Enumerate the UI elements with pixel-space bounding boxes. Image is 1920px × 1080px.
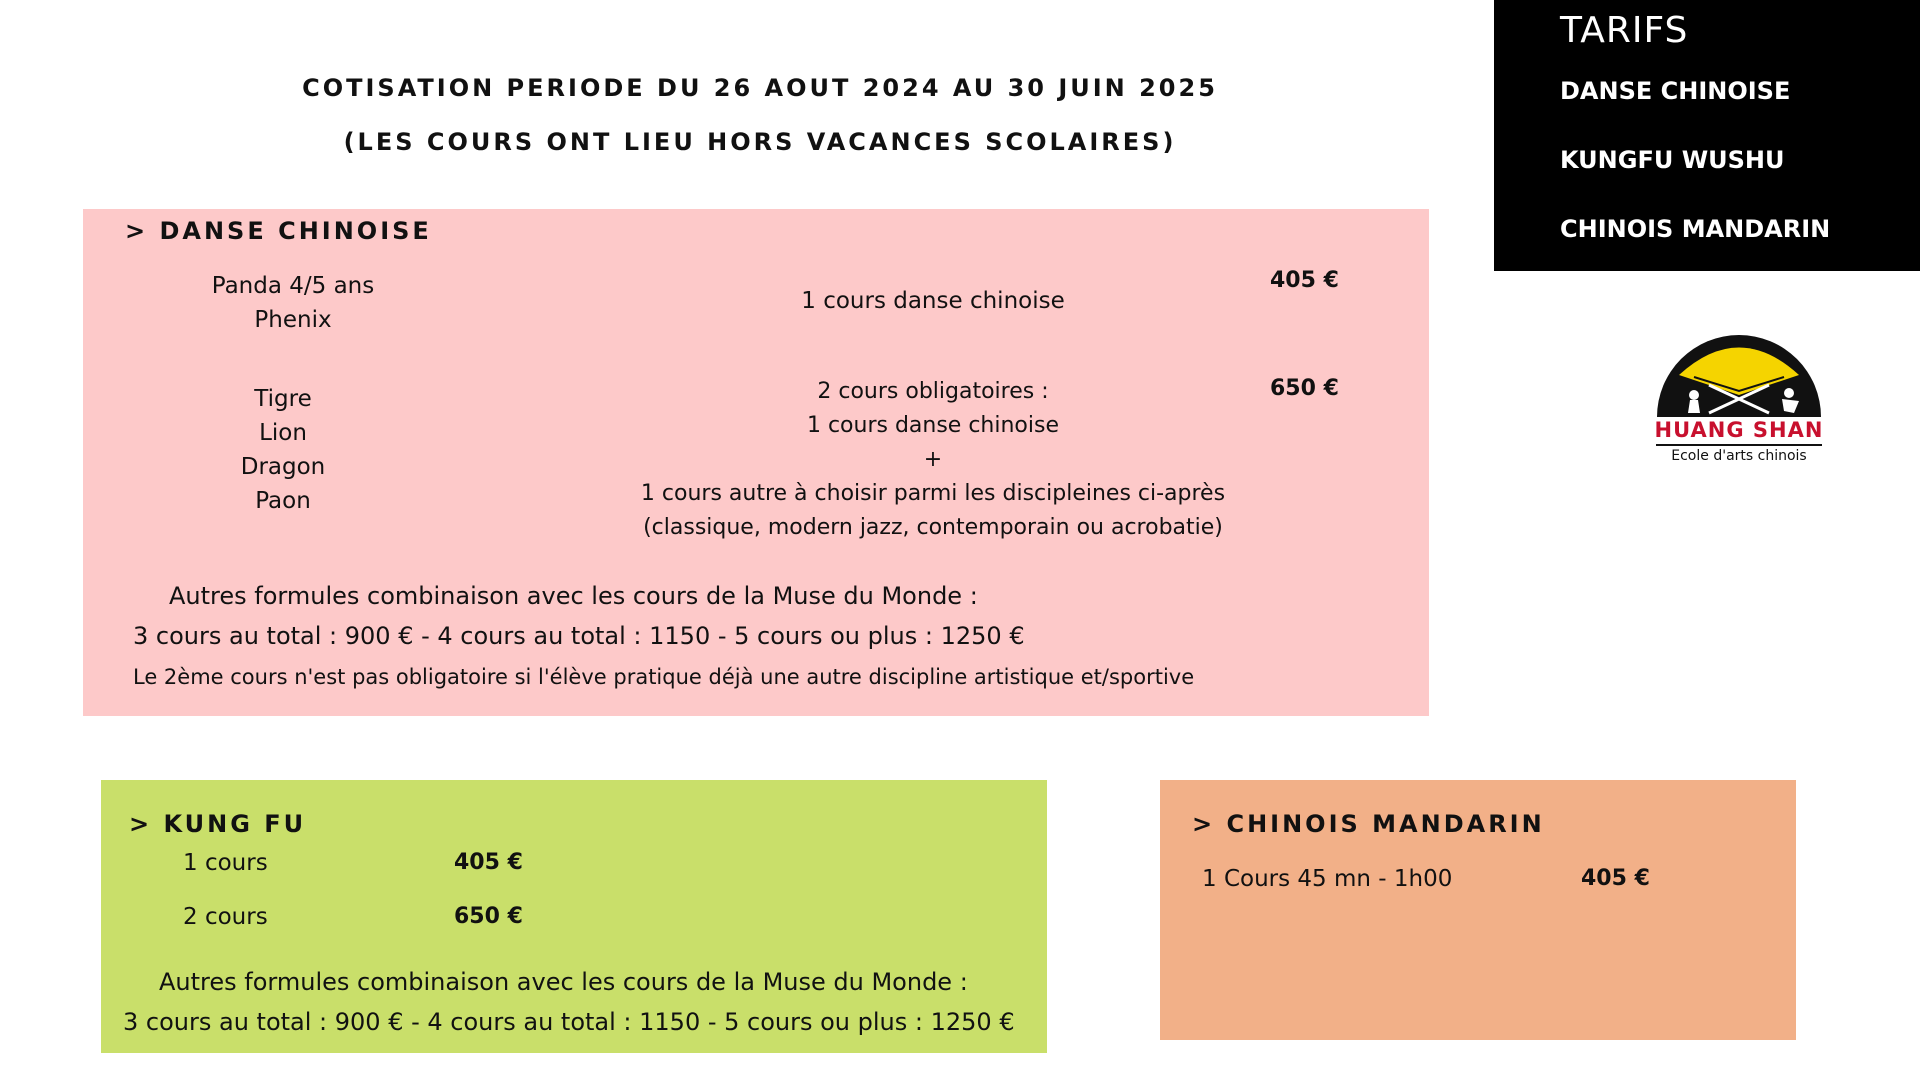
chinois-mandarin-panel: [1160, 780, 1796, 1040]
danse-section-title: > DANSE CHINOISE: [125, 217, 432, 245]
danse-row2-desc-line: 2 cours obligatoires :: [817, 379, 1049, 404]
danse-row1-names: [193, 269, 393, 337]
logo-name: HUANG SHAN: [1654, 418, 1824, 442]
mandarin-row1-price: 405 €: [1581, 866, 1650, 891]
danse-row2-name: Lion: [259, 420, 307, 446]
danse-row2-names: [203, 382, 363, 518]
huang-shan-logo: [1654, 325, 1824, 470]
kungfu-row1-label: 1 cours: [183, 850, 268, 876]
nav-item-danse-chinoise[interactable]: DANSE CHINOISE: [1560, 77, 1791, 105]
mandarin-section-title: > CHINOIS MANDARIN: [1192, 810, 1545, 838]
danse-row1-name: Panda 4/5 ans: [211, 273, 375, 299]
danse-row1-desc-line: 1 cours danse chinoise: [801, 288, 1065, 314]
kungfu-note-combinations: Autres formules combinaison avec les cours de la Muse du Monde :: [159, 968, 968, 996]
kungfu-row1-price: 405 €: [454, 850, 523, 875]
header-note: (LES COURS ONT LIEU HORS VACANCES SCOLAIRES): [343, 128, 1177, 156]
nav-item-chinois-mandarin[interactable]: CHINOIS MANDARIN: [1560, 215, 1831, 243]
logo-subtitle: Ecole d'arts chinois: [1671, 448, 1807, 464]
kung-fu-panel: [101, 780, 1047, 1053]
nav-title: TARIFS: [1560, 10, 1689, 51]
danse-row2-desc-line: 1 cours autre à choisir parmi les discipleines ci-après: [640, 481, 1226, 506]
danse-row2-desc-line: +: [923, 447, 943, 472]
danse-note-prices: 3 cours au total : 900 € - 4 cours au total : 1150 - 5 cours ou plus : 1250 €: [133, 622, 1025, 650]
danse-row1-price: 405 €: [1270, 268, 1339, 293]
danse-row2-price: 650 €: [1270, 376, 1339, 401]
danse-row2-name: Dragon: [240, 454, 326, 480]
header-period: COTISATION PERIODE DU 26 AOUT 2024 AU 30 JUIN 2025: [302, 74, 1218, 102]
tarifs-nav: [1494, 0, 1920, 271]
kungfu-row2-label: 2 cours: [183, 904, 268, 930]
danse-row2-name: Tigre: [254, 386, 312, 412]
danse-note-combinations: Autres formules combinaison avec les cours de la Muse du Monde :: [169, 582, 978, 610]
danse-row2-name: Paon: [255, 488, 311, 514]
logo-divider: [1656, 444, 1822, 446]
mandarin-row1-label: 1 Cours 45 mn - 1h00: [1202, 866, 1453, 892]
kungfu-note-prices: 3 cours au total : 900 € - 4 cours au total : 1150 - 5 cours ou plus : 1250 €: [123, 1008, 1015, 1036]
danse-note-optional: Le 2ème cours n'est pas obligatoire si l'élève pratique déjà une autre discipline artistique et/sportive: [133, 665, 1195, 689]
danse-row2-desc-line: 1 cours danse chinoise: [806, 413, 1060, 438]
logo-emblem-icon: [1654, 325, 1824, 420]
danse-row1-description: [483, 284, 1383, 318]
danse-row1-name: Phenix: [254, 307, 332, 333]
kungfu-section-title: > KUNG FU: [129, 810, 307, 838]
danse-row2-desc-line: (classique, modern jazz, contemporain ou acrobatie): [643, 515, 1223, 540]
kungfu-row2-price: 650 €: [454, 904, 523, 929]
nav-item-kungfu-wushu[interactable]: KUNGFU WUSHU: [1560, 146, 1785, 174]
danse-chinoise-panel: [83, 209, 1429, 716]
